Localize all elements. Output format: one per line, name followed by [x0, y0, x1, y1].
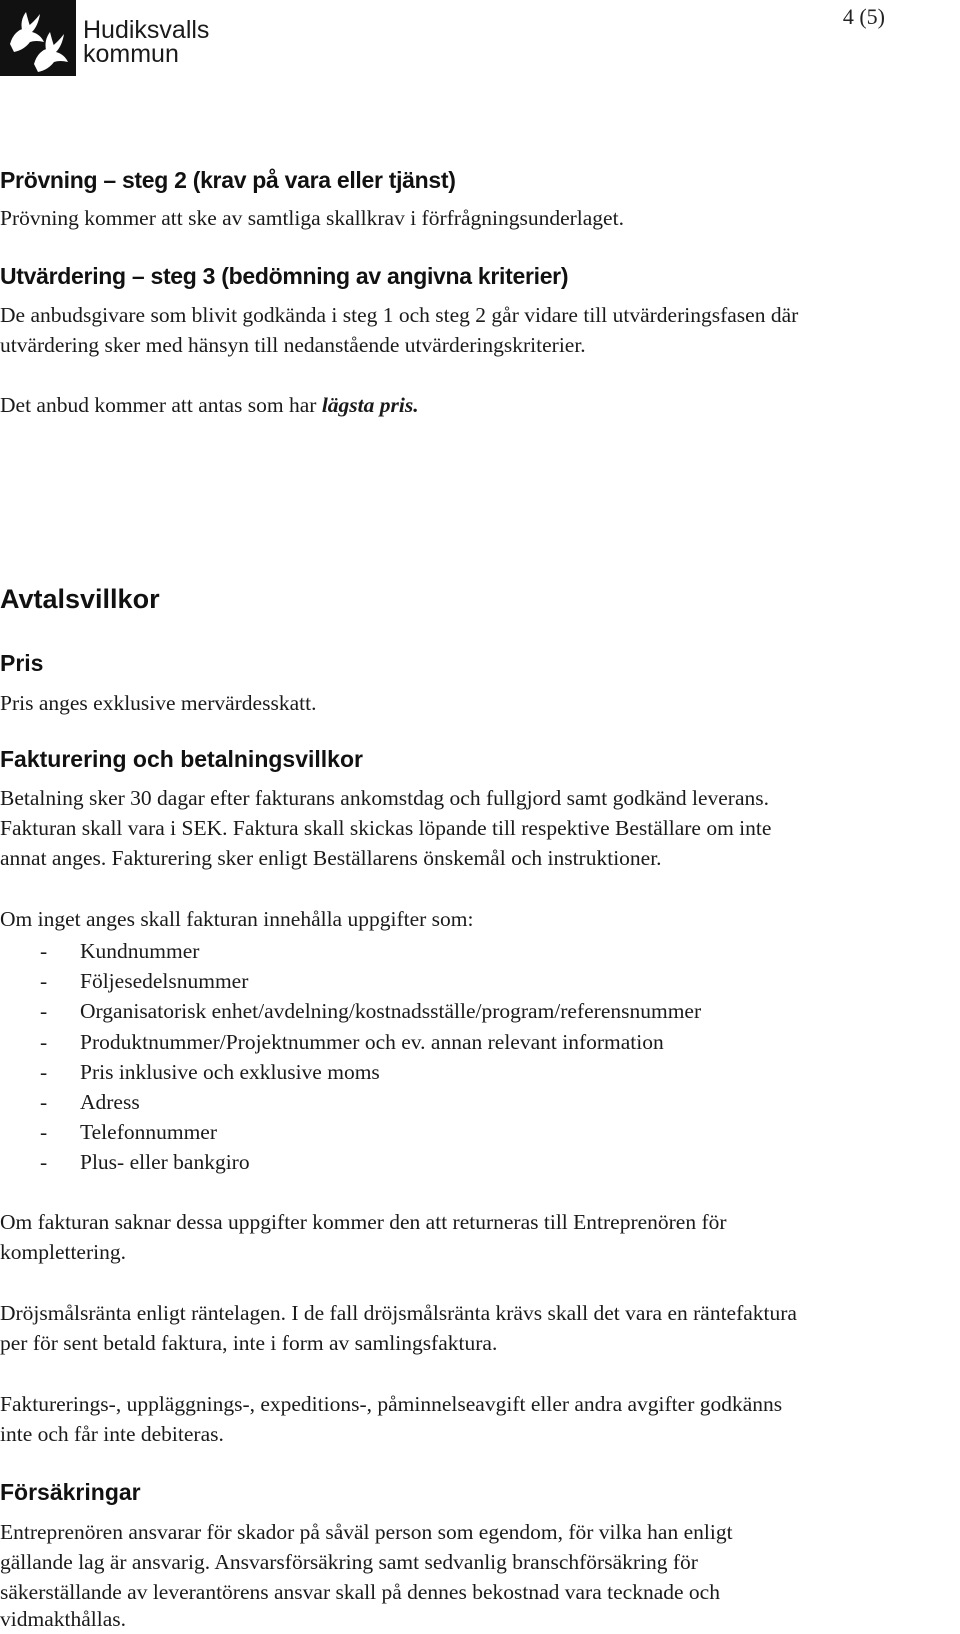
logo-line-1: Hudiksvalls	[83, 16, 210, 44]
fakturering-text-line-1: Betalning sker 30 dagar efter fakturans ankomstdag och fullgjord samt godkänd leverans.	[0, 786, 769, 810]
list-dash: -	[40, 1059, 48, 1084]
page-number: 4 (5)	[842, 4, 885, 29]
logo-wordmark	[83, 18, 209, 66]
list-item	[0, 1027, 701, 1057]
fakturering-text-line-2: Fakturan skall vara i SEK. Faktura skall skickas löpande till respektive Beställare om inte	[0, 816, 772, 840]
goat-emblem-icon	[0, 0, 76, 76]
list-dash: -	[40, 1090, 48, 1115]
list-dash: -	[40, 1150, 48, 1175]
forsakringar-text-line-2: gällande lag är ansvarig. Ansvarsförsäkring samt sedvanlig branschförsäkring för	[0, 1550, 698, 1574]
utvardering-heading: Utvärdering – steg 3 (bedömning av angivna kriterier)	[0, 263, 569, 289]
avgifter-text-line-1: Fakturerings-, uppläggnings-, expeditions-, påminnelseavgift eller andra avgifter godkänns	[0, 1392, 783, 1416]
list-item	[0, 1147, 701, 1177]
list-dash: -	[40, 999, 48, 1024]
list-item-text: Kundnummer	[80, 939, 200, 963]
list-dash: -	[40, 1120, 48, 1145]
saknar-text-line-1: Om fakturan saknar dessa uppgifter kommer den att returneras till Entreprenören för	[0, 1210, 727, 1234]
list-item	[0, 966, 701, 996]
utvardering-text-line-2: utvärdering sker med hänsyn till nedanstående utvärderingskriterier.	[0, 333, 586, 357]
list-item-text: Pris inklusive och exklusive moms	[80, 1059, 380, 1084]
uppgifter-intro: Om inget anges skall fakturan innehålla uppgifter som:	[0, 907, 474, 931]
pris-text: Pris anges exklusive mervärdesskatt.	[0, 691, 317, 715]
list-item	[0, 1057, 701, 1087]
fakturering-heading: Fakturering och betalningsvillkor	[0, 746, 363, 772]
forsakringar-heading: Försäkringar	[0, 1479, 141, 1505]
forsakringar-text-line-3: säkerställande av leverantörens ansvar skall på dennes bekostnad vara tecknade och	[0, 1580, 720, 1604]
list-dash: -	[40, 939, 48, 963]
drojsmal-text-line-1: Dröjsmålsränta enligt räntelagen. I de fall dröjsmålsränta krävs skall det vara en räntefaktura	[0, 1301, 797, 1325]
forsakringar-text-line-4: vidmakthållas.	[0, 1607, 126, 1631]
anbud-text-emphasis: lägsta pris.	[321, 393, 419, 417]
utvardering-text-line-1: De anbudsgivare som blivit godkända i steg 1 och steg 2 går vidare till utvärderingsfasen där	[0, 303, 799, 327]
anbud-text-plain: Det anbud kommer att antas som har	[0, 393, 322, 417]
list-item	[0, 1117, 701, 1147]
invoice-requirements-list	[0, 936, 701, 1178]
forsakringar-text-line-1: Entreprenören ansvarar för skador på såväl person som egendom, för vilka han enligt	[0, 1520, 733, 1544]
list-item-text: Produktnummer/Projektnummer och ev. annan relevant information	[80, 1029, 664, 1054]
saknar-text-line-2: komplettering.	[0, 1240, 126, 1264]
list-item-text: Telefonnummer	[80, 1120, 217, 1145]
drojsmal-text-line-2: per för sent betald faktura, inte i form av samlingsfaktura.	[0, 1331, 498, 1355]
list-item-text: Plus- eller bankgiro	[80, 1150, 250, 1175]
avgifter-text-line-2: inte och får inte debiteras.	[0, 1422, 224, 1446]
provning-heading: Prövning – steg 2 (krav på vara eller tjänst)	[0, 167, 456, 193]
list-dash: -	[40, 1029, 48, 1054]
anbud-text	[0, 390, 419, 420]
pris-heading: Pris	[0, 650, 44, 676]
list-item	[0, 996, 701, 1026]
list-item-text: Adress	[80, 1090, 140, 1115]
list-item	[0, 1087, 701, 1117]
list-item-text: Organisatorisk enhet/avdelning/kostnadsställe/program/referensnummer	[80, 999, 702, 1024]
list-item-text: Följesedelsnummer	[80, 969, 249, 994]
provning-text: Prövning kommer att ske av samtliga skallkrav i förfrågningsunderlaget.	[0, 206, 624, 230]
municipality-logo	[0, 0, 240, 80]
list-item	[0, 936, 701, 966]
fakturering-text-line-3: annat anges. Fakturering sker enligt Beställarens önskemål och instruktioner.	[0, 846, 662, 870]
avtalsvillkor-heading: Avtalsvillkor	[0, 584, 160, 614]
list-dash: -	[40, 969, 48, 994]
logo-line-2: kommun	[83, 40, 179, 68]
